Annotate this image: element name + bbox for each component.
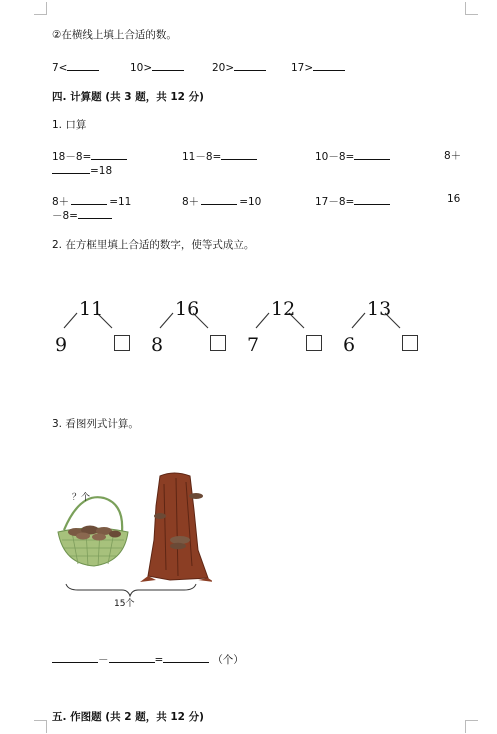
answer-box[interactable] [402, 335, 418, 351]
top-number: 16 [175, 298, 200, 320]
expression: 17－8= [315, 196, 355, 208]
corner-mark-top-right [465, 2, 478, 15]
corner-mark-top-left [34, 2, 47, 15]
oral-calc-item-wrap [52, 162, 112, 177]
answer-blank[interactable] [71, 193, 107, 205]
answer-blank[interactable] [152, 59, 184, 71]
oral-calc-item [182, 193, 261, 209]
compare-item-2 [130, 59, 184, 74]
question-1-title: 1. 口算 [52, 119, 87, 131]
decompose-group [244, 298, 334, 358]
compare-item-4 [291, 59, 345, 74]
minus-sign: － [98, 654, 109, 666]
oral-calc-item-wrap [52, 207, 112, 223]
question-2-title: 2. 在方框里填上合适的数字，使等式成立。 [52, 239, 255, 251]
left-number: 8 [151, 334, 164, 356]
compare-item-1 [52, 59, 99, 74]
formula-line [52, 651, 244, 667]
top-number: 11 [79, 298, 104, 320]
answer-blank[interactable] [52, 162, 90, 174]
corner-mark-bottom-right [465, 720, 478, 733]
mushroom-illustration [52, 470, 212, 610]
expression: 16 [447, 193, 461, 205]
equals-sign: = [154, 654, 164, 666]
answer-box[interactable] [114, 335, 130, 351]
answer-blank[interactable] [313, 59, 345, 71]
expression: 8＋ [52, 196, 70, 208]
answer-blank[interactable] [234, 59, 266, 71]
expression: =11 [109, 196, 132, 208]
expression: －8= [52, 210, 78, 222]
answer-blank[interactable] [201, 193, 237, 205]
compare-prefix: 10> [130, 62, 153, 74]
left-number: 7 [247, 334, 260, 356]
oral-calc-item [444, 148, 461, 163]
decompose-group [148, 298, 238, 358]
answer-box[interactable] [210, 335, 226, 351]
oral-calc-item [315, 193, 390, 209]
compare-prefix: 20> [212, 62, 235, 74]
left-number: 9 [55, 334, 68, 356]
answer-blank[interactable] [91, 148, 127, 160]
answer-blank[interactable] [163, 651, 209, 663]
oral-calc-item [447, 193, 460, 205]
compare-prefix: 7< [52, 62, 68, 74]
answer-blank[interactable] [354, 193, 390, 205]
expression: =10 [239, 196, 262, 208]
top-number: 12 [271, 298, 296, 320]
unit-label: （个） [212, 654, 244, 666]
answer-blank[interactable] [354, 148, 390, 160]
expression: 8＋ [444, 150, 462, 162]
left-number: 6 [343, 334, 356, 356]
section-4-title: 四. 计算题 (共 3 题，共 12 分) [52, 91, 204, 103]
expression: =18 [90, 165, 113, 177]
answer-blank[interactable] [109, 651, 155, 663]
expression: 18－8= [52, 151, 92, 163]
total-count-label: 15个 [114, 599, 135, 609]
expression: 10－8= [315, 151, 355, 163]
decompose-group [340, 298, 430, 358]
top-number: 13 [367, 298, 392, 320]
answer-box[interactable] [306, 335, 322, 351]
answer-blank[interactable] [221, 148, 257, 160]
compare-heading: ②在横线上填上合适的数。 [52, 29, 177, 41]
decompose-group [52, 298, 142, 358]
expression: 11－8= [182, 151, 222, 163]
question-3-title: 3. 看图列式计算。 [52, 418, 139, 430]
expression: 8＋ [182, 196, 200, 208]
oral-calc-item [182, 148, 257, 164]
answer-blank[interactable] [52, 651, 98, 663]
answer-blank[interactable] [67, 59, 99, 71]
unknown-count-label: ？个 [72, 493, 91, 503]
answer-blank[interactable] [78, 207, 112, 219]
compare-item-3 [212, 59, 266, 74]
section-5-title: 五. 作图题 (共 2 题，共 12 分) [52, 711, 204, 723]
compare-prefix: 17> [291, 62, 314, 74]
oral-calc-item [315, 148, 390, 164]
corner-mark-bottom-left [34, 720, 47, 733]
